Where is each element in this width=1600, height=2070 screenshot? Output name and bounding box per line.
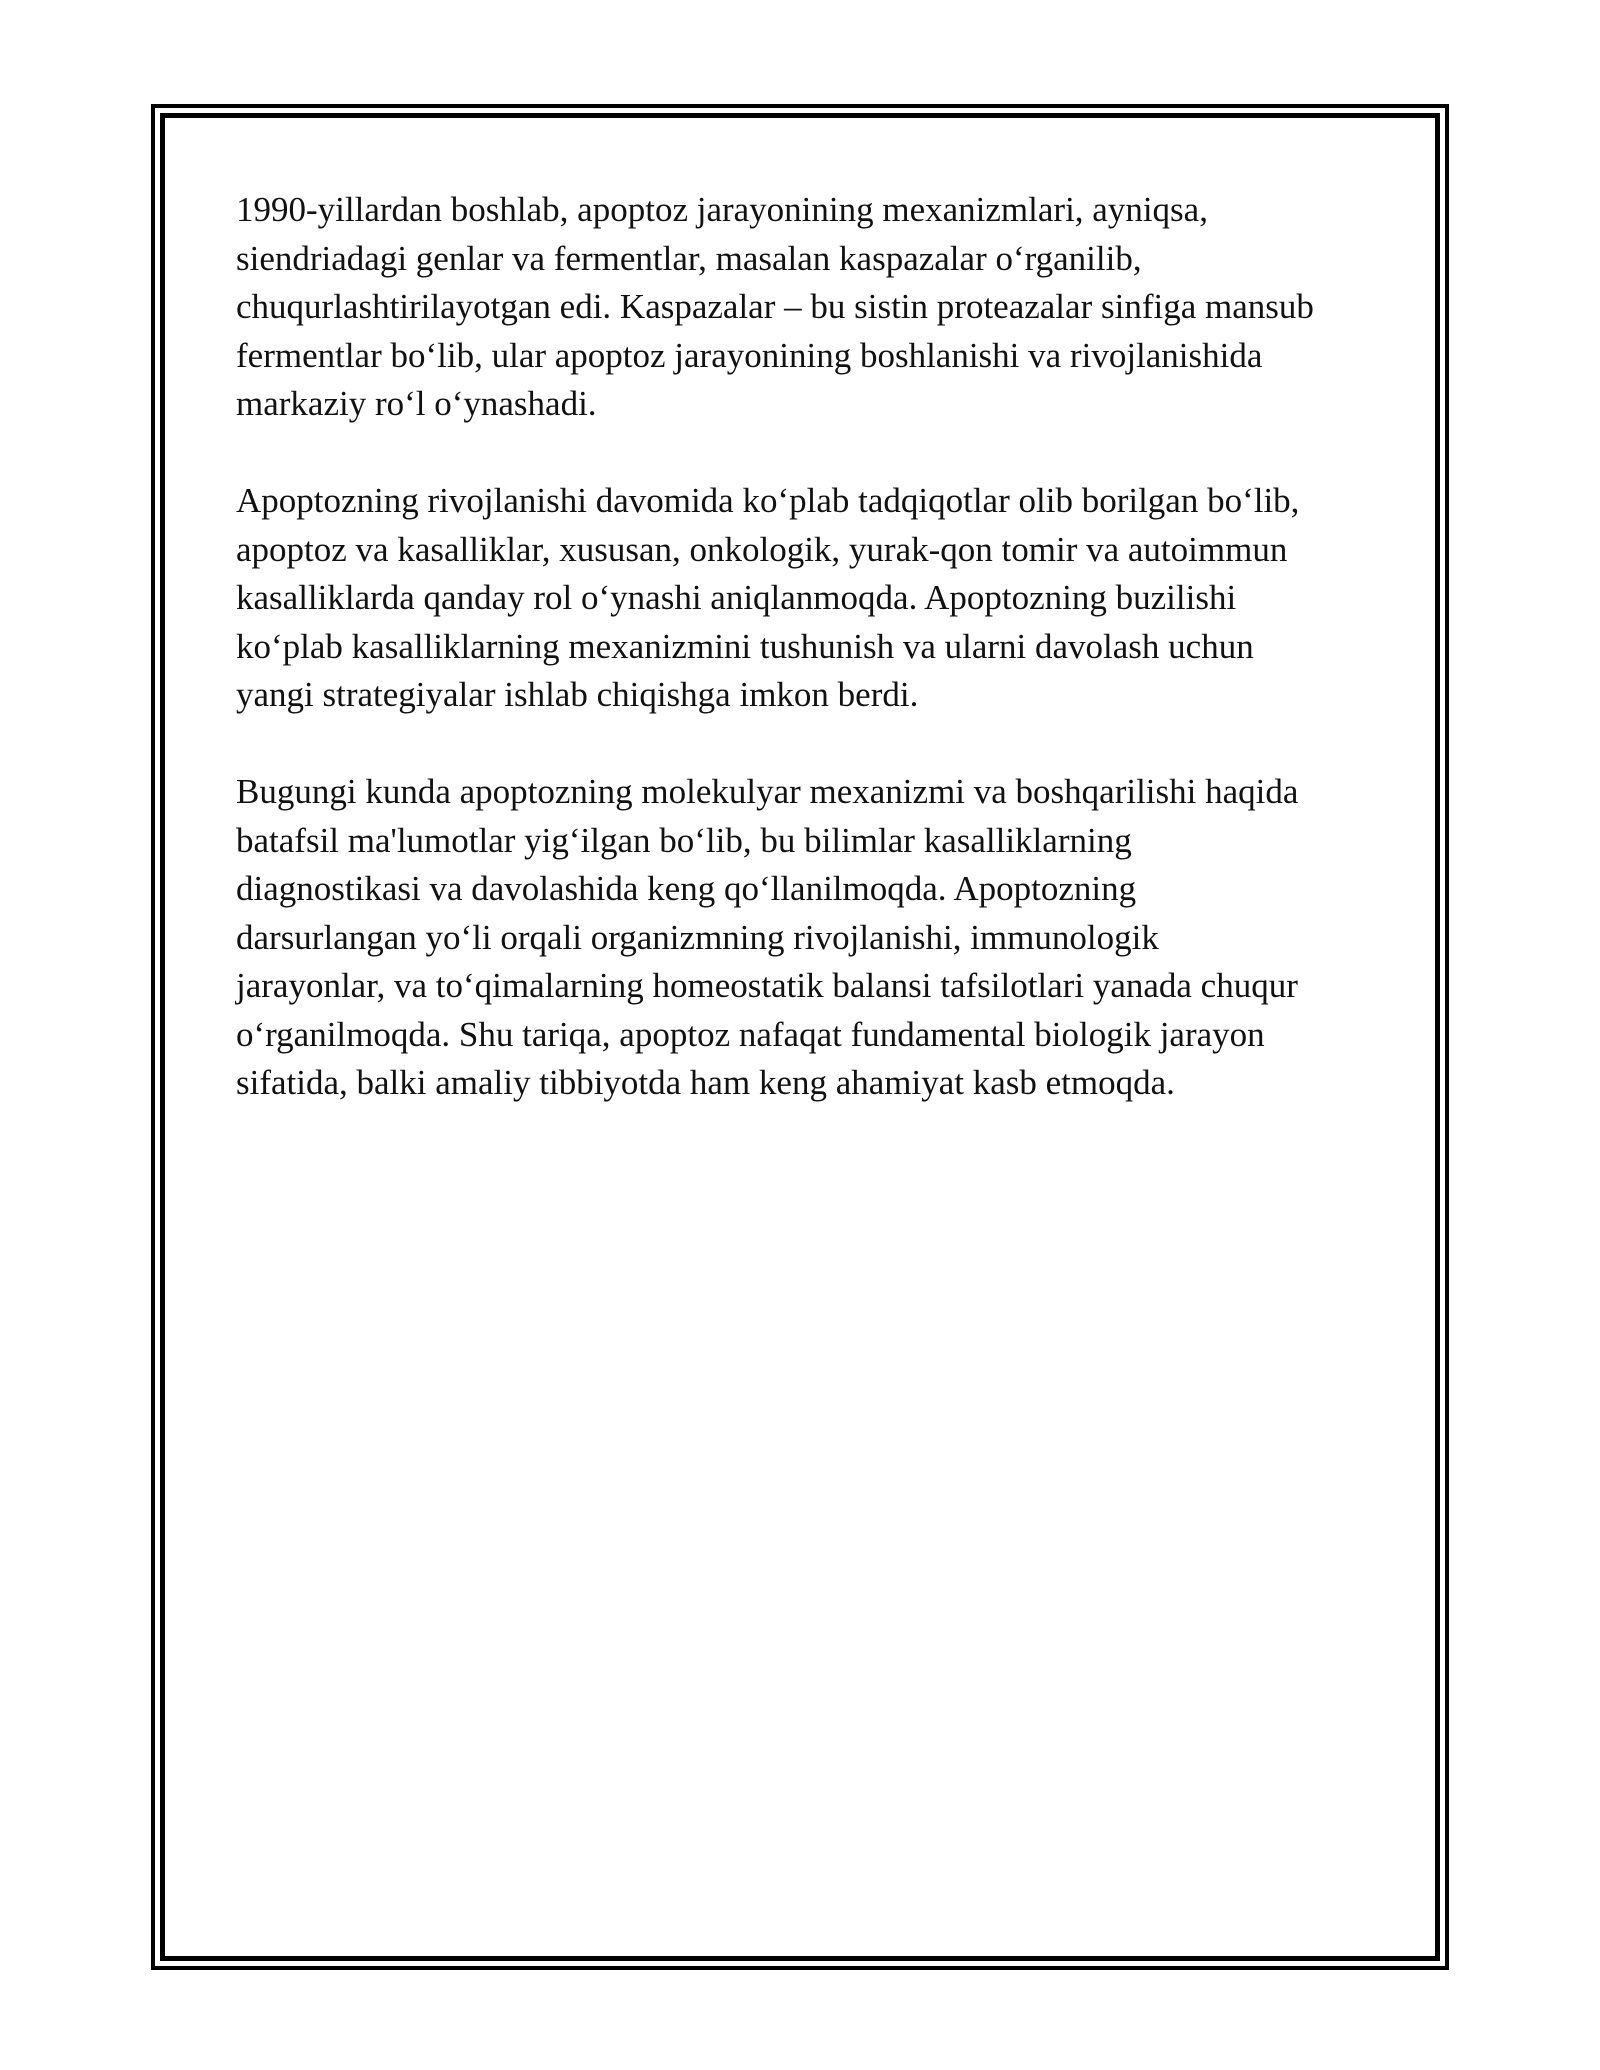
- paragraph-3: Bugungi kunda apoptozning molekulyar mexanizmi va boshqarilishi haqida batafsil ma'lumotlar yig‘ilgan bo‘lib, bu bilimlar kasalliklarning diagnostikasi va davolashida keng qo‘llanilmoqda. Apoptozning darsurlangan yo‘li orqali organizmning rivojlanishi, immunologik jarayonlar, va to‘qimalarning homeostatik balansi tafsilotlari yanada chuqur o‘rganilmoqda. Shu tariqa, apoptoz nafaqat fundamental biologik jarayon sifatida, balki amaliy tibbiyotda ham keng ahamiyat kasb etmoqda.: [236, 772, 1299, 1102]
- paragraph-1: 1990-yillardan boshlab, apoptoz jarayonining mexanizmlari, ayniqsa, siendriadagi genlar va fermentlar, masalan kaspazalar o‘rganilib, chuqurlashtirilayotgan edi. Kaspazalar – bu sistin proteazalar sinfiga mansub fermentlar bo‘lib, ular apoptoz jarayonining boshlanishi va rivojlanishida markaziy ro‘l o‘ynashadi.: [236, 190, 1314, 423]
- document-body: [236, 186, 1386, 1156]
- paragraph-2: Apoptozning rivojlanishi davomida ko‘plab tadqiqotlar olib borilgan bo‘lib, apoptoz va kasalliklar, xususan, onkologik, yurak-qon tomir va autoimmun kasalliklarda qanday rol o‘ynashi aniqlanmoqda. Apoptozning buzilishi ko‘plab kasalliklarning mexanizmini tushunish va ularni davolash uchun yangi strategiyalar ishlab chiqishga imkon berdi.: [236, 481, 1300, 714]
